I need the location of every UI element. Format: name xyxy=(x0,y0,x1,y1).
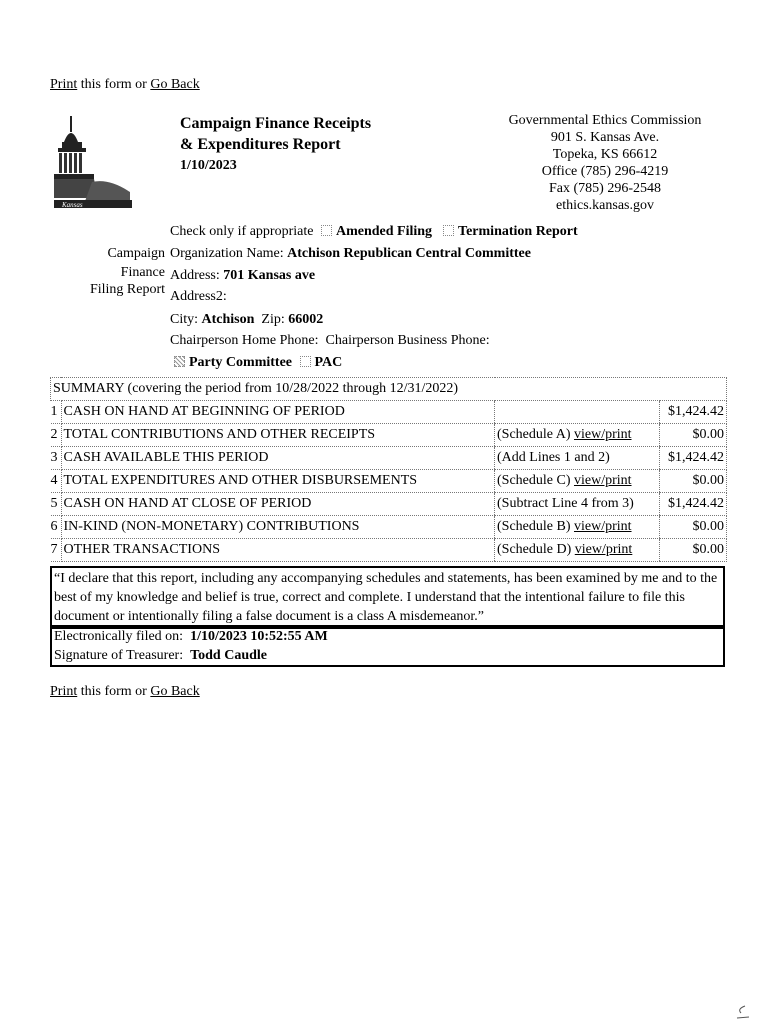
org-name-row xyxy=(170,246,531,262)
summary-row xyxy=(51,516,727,539)
declaration-box xyxy=(50,566,725,629)
line-amount: $0.00 xyxy=(660,539,727,562)
amended-label: Amended Filing xyxy=(335,224,433,239)
address2-label: Address2: xyxy=(170,289,227,304)
home-phone-label: Chairperson Home Phone: xyxy=(170,333,319,348)
title-line-2: & Expenditures Report xyxy=(180,136,341,153)
signature-row xyxy=(54,646,721,665)
line-number: 4 xyxy=(51,470,62,493)
filed-label: Electronically filed on: xyxy=(54,629,184,644)
report-date: 1/10/2023 xyxy=(180,158,237,173)
pac-checkbox[interactable] xyxy=(300,356,311,367)
go-back-link-bottom[interactable]: Go Back xyxy=(150,684,200,699)
schedule-ref xyxy=(495,493,660,516)
line-amount: $0.00 xyxy=(660,470,727,493)
schedule-ref xyxy=(495,401,660,424)
capitol-seal-icon xyxy=(54,112,134,212)
line-number: 2 xyxy=(51,424,62,447)
line-label: TOTAL CONTRIBUTIONS AND OTHER RECEIPTS xyxy=(61,424,495,447)
print-link-bottom[interactable]: Print xyxy=(50,684,78,699)
committee-type-row xyxy=(170,355,342,371)
address-label: Address: xyxy=(170,268,220,283)
side-label-filing-report: Filing Report xyxy=(89,282,165,297)
schedule-text: (Schedule D) xyxy=(497,542,575,557)
summary-heading: SUMMARY (covering the period from 10/28/2022 through 12/31/2022) xyxy=(51,378,727,401)
check-prompt: Check only if appropriate xyxy=(170,224,314,239)
summary-row xyxy=(51,493,727,516)
schedule-text: (Schedule B) xyxy=(497,519,574,534)
signature-label: Signature of Treasurer: xyxy=(54,648,184,663)
print-link[interactable]: Print xyxy=(50,77,78,92)
pac-label: PAC xyxy=(314,355,343,370)
view-print-link[interactable]: view/print xyxy=(573,473,632,488)
zip-label: Zip: xyxy=(261,312,285,327)
line-number: 7 xyxy=(51,539,62,562)
filing-type-row xyxy=(170,224,578,240)
side-label-finance: Finance xyxy=(120,265,165,280)
agency-street: 901 S. Kansas Ave. xyxy=(550,130,660,145)
address-row xyxy=(170,268,315,284)
line-number: 1 xyxy=(51,401,62,424)
termination-checkbox[interactable] xyxy=(443,225,454,236)
city-label: City: xyxy=(170,312,199,327)
org-name-value: Atchison Republican Central Committee xyxy=(287,246,531,261)
treasurer-name: Todd Caudle xyxy=(190,648,268,663)
summary-rows xyxy=(51,401,727,562)
zip-value: 66002 xyxy=(288,312,324,327)
summary-row xyxy=(51,447,727,470)
org-name-label: Organization Name: xyxy=(170,246,284,261)
line-label: IN-KIND (NON-MONETARY) CONTRIBUTIONS xyxy=(61,516,495,539)
schedule-ref xyxy=(495,470,660,493)
line-label: TOTAL EXPENDITURES AND OTHER DISBURSEMENTS xyxy=(61,470,495,493)
agency-city: Topeka, KS 66612 xyxy=(552,147,658,162)
line-amount: $0.00 xyxy=(660,516,727,539)
schedule-ref xyxy=(495,424,660,447)
agency-office-phone: Office (785) 296-4219 xyxy=(541,164,669,179)
line-label: CASH ON HAND AT CLOSE OF PERIOD xyxy=(61,493,495,516)
line-amount: $0.00 xyxy=(660,424,727,447)
title-line-1: Campaign Finance Receipts xyxy=(180,115,372,132)
top-nav xyxy=(50,77,200,93)
declaration-text: “I declare that this report, including any accompanying schedules and statements, has been examined by me and to the best of my knowledge and belief is true, correct and complete. I understand that the intentional failure to file this document or intentionally filing a false document is a class A misdemeanor.” xyxy=(54,571,718,624)
nav-text: this form or xyxy=(77,77,151,92)
line-number: 3 xyxy=(51,447,62,470)
view-print-link[interactable]: view/print xyxy=(573,519,632,534)
schedule-ref xyxy=(495,447,660,470)
summary-heading-row xyxy=(51,378,727,401)
filed-row xyxy=(54,627,721,646)
city-zip-row xyxy=(170,312,323,328)
schedule-ref xyxy=(495,516,660,539)
view-print-link[interactable]: view/print xyxy=(574,542,633,557)
line-label: CASH AVAILABLE THIS PERIOD xyxy=(61,447,495,470)
line-label: OTHER TRANSACTIONS xyxy=(61,539,495,562)
summary-row xyxy=(51,470,727,493)
address2-row xyxy=(170,289,227,305)
line-label: CASH ON HAND AT BEGINNING OF PERIOD xyxy=(61,401,495,424)
page-corner-mark-icon xyxy=(733,1003,753,1021)
schedule-text: (Add Lines 1 and 2) xyxy=(497,450,610,465)
schedule-text: (Schedule A) xyxy=(497,427,574,442)
nav-text-bottom: this form or xyxy=(77,684,151,699)
report-title xyxy=(180,113,371,176)
party-committee-checkbox[interactable] xyxy=(174,356,185,367)
phone-row xyxy=(170,333,490,349)
agency-block xyxy=(490,112,720,214)
amended-checkbox[interactable] xyxy=(321,225,332,236)
svg-text:Kansas: Kansas xyxy=(62,201,83,209)
party-committee-label: Party Committee xyxy=(189,355,293,370)
address-value: 701 Kansas ave xyxy=(223,268,316,283)
side-label-campaign: Campaign xyxy=(107,246,165,261)
line-number: 5 xyxy=(51,493,62,516)
line-amount: $1,424.42 xyxy=(660,493,727,516)
bottom-nav xyxy=(50,684,200,700)
schedule-text: (Schedule C) xyxy=(497,473,574,488)
agency-fax: Fax (785) 296-2548 xyxy=(549,181,661,196)
agency-name: Governmental Ethics Commission xyxy=(508,113,702,128)
view-print-link[interactable]: view/print xyxy=(573,427,632,442)
city-value: Atchison xyxy=(201,312,255,327)
schedule-text: (Subtract Line 4 from 3) xyxy=(497,496,634,511)
filed-date: 1/10/2023 10:52:55 AM xyxy=(190,629,328,644)
summary-row xyxy=(51,401,727,424)
schedule-ref xyxy=(495,539,660,562)
summary-row xyxy=(51,424,727,447)
business-phone-label: Chairperson Business Phone: xyxy=(325,333,490,348)
go-back-link[interactable]: Go Back xyxy=(150,77,200,92)
summary-row xyxy=(51,539,727,562)
agency-website: ethics.kansas.gov xyxy=(556,198,654,213)
summary-table xyxy=(50,377,727,562)
termination-label: Termination Report xyxy=(458,224,578,239)
line-amount: $1,424.42 xyxy=(660,401,727,424)
line-amount: $1,424.42 xyxy=(660,447,727,470)
line-number: 6 xyxy=(51,516,62,539)
filing-info-box xyxy=(50,625,725,667)
